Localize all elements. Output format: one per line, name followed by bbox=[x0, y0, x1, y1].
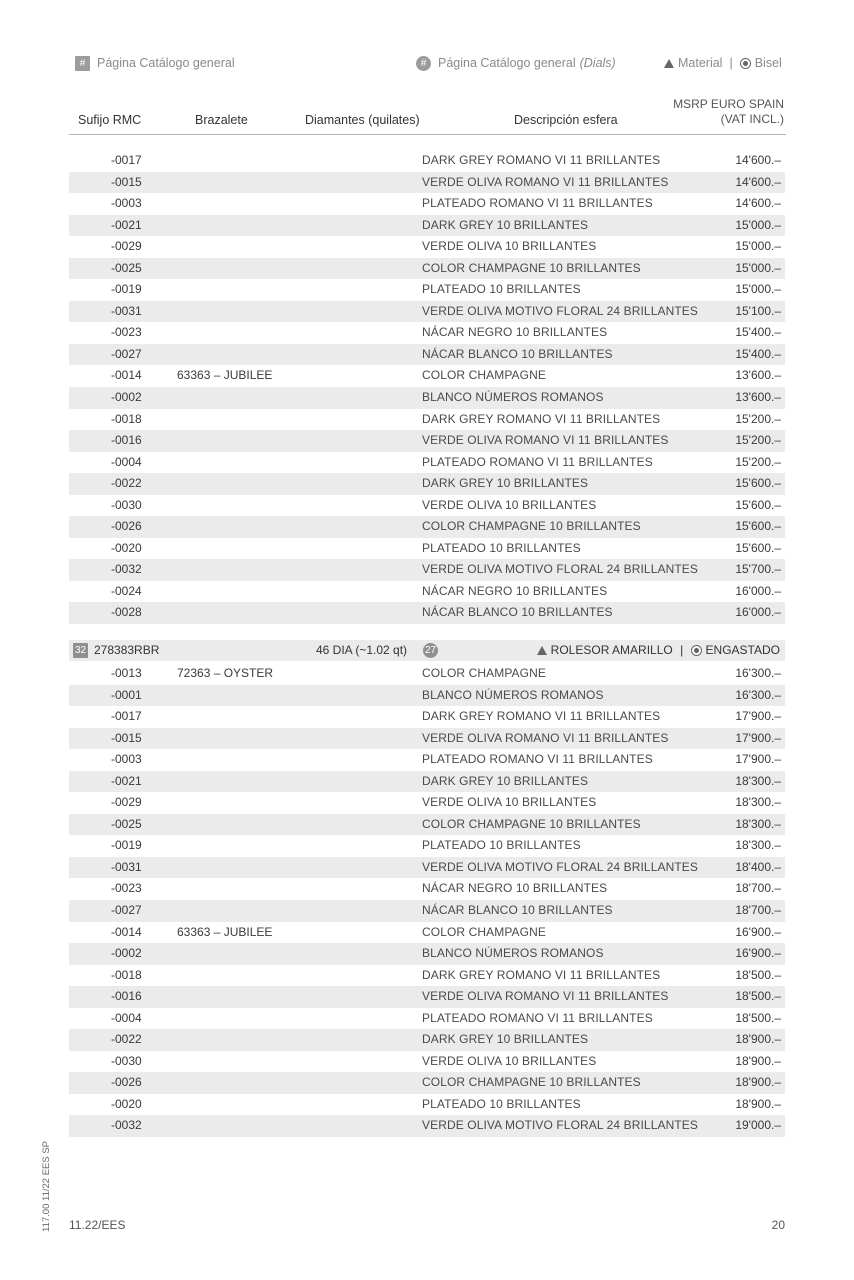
dials-page-label: Página Catálogo general bbox=[438, 56, 576, 70]
row-price: 15'600.– bbox=[735, 540, 781, 555]
model-reference: 278383RBR bbox=[94, 643, 160, 657]
row-price: 15'200.– bbox=[735, 433, 781, 448]
row-price: 18'900.– bbox=[735, 1053, 781, 1068]
header-bracelet: Brazalete bbox=[195, 113, 248, 127]
row-suffix: -0015 bbox=[111, 730, 142, 745]
row-suffix: -0032 bbox=[111, 1118, 142, 1133]
row-price: 18'300.– bbox=[735, 838, 781, 853]
legend-dials-page bbox=[416, 54, 616, 72]
row-dial-description: PLATEADO ROMANO VI 11 BRILLANTES bbox=[422, 1010, 653, 1025]
row-suffix: -0026 bbox=[111, 519, 142, 534]
row-dial-description: VERDE OLIVA MOTIVO FLORAL 24 BRILLANTES bbox=[422, 303, 698, 318]
row-dial-description: DARK GREY 10 BRILLANTES bbox=[422, 1032, 589, 1047]
row-suffix: -0021 bbox=[111, 217, 142, 232]
row-suffix: -0032 bbox=[111, 562, 142, 577]
row-price: 15'600.– bbox=[735, 476, 781, 491]
dials-page-suffix: (Dials) bbox=[579, 56, 616, 70]
dials-page-number-badge: 27 bbox=[424, 645, 437, 656]
row-price: 15'600.– bbox=[735, 497, 781, 512]
row-price: 15'000.– bbox=[735, 239, 781, 254]
row-dial-description: BLANCO NÚMEROS ROMANOS bbox=[422, 390, 604, 405]
row-suffix: -0023 bbox=[111, 881, 142, 896]
row-suffix: -0027 bbox=[111, 903, 142, 918]
row-price: 18'400.– bbox=[735, 859, 781, 874]
row-price: 15'100.– bbox=[735, 303, 781, 318]
material-label: Material bbox=[678, 56, 723, 70]
row-suffix: -0002 bbox=[111, 946, 142, 961]
row-dial-description: DARK GREY ROMANO VI 11 BRILLANTES bbox=[422, 709, 661, 724]
side-document-code: 117.00 11/22 EES SP bbox=[41, 1140, 52, 1232]
row-price: 16'300.– bbox=[735, 687, 781, 702]
row-price: 18'300.– bbox=[735, 773, 781, 788]
table-row bbox=[69, 1094, 785, 1116]
row-suffix: -0031 bbox=[111, 303, 142, 318]
legend-material-bezel bbox=[664, 54, 782, 72]
row-price: 18'900.– bbox=[735, 1075, 781, 1090]
table-row bbox=[69, 857, 785, 879]
row-suffix: -0017 bbox=[111, 709, 142, 724]
row-dial-description: PLATEADO ROMANO VI 11 BRILLANTES bbox=[422, 454, 653, 469]
table-row bbox=[69, 236, 785, 258]
row-suffix: -0002 bbox=[111, 390, 142, 405]
row-suffix: -0013 bbox=[111, 666, 142, 680]
table-row bbox=[69, 771, 785, 793]
row-price: 17'900.– bbox=[735, 709, 781, 724]
row-price: 18'500.– bbox=[735, 1010, 781, 1025]
row-bracelet: 63363 – JUBILEE bbox=[177, 368, 273, 383]
row-suffix: -0031 bbox=[111, 859, 142, 874]
table-row bbox=[69, 749, 785, 771]
row-suffix: -0029 bbox=[111, 239, 142, 254]
header-msrp-line2: (VAT INCL.) bbox=[720, 112, 784, 126]
row-suffix: -0003 bbox=[111, 196, 142, 211]
row-suffix: -0018 bbox=[111, 411, 142, 426]
bezel-circle-icon bbox=[740, 58, 751, 69]
row-dial-description: NÁCAR BLANCO 10 BRILLANTES bbox=[422, 605, 613, 620]
row-price: 14'600.– bbox=[735, 174, 781, 189]
row-dial-description: DARK GREY 10 BRILLANTES bbox=[422, 217, 589, 232]
row-dial-description: PLATEADO ROMANO VI 11 BRILLANTES bbox=[422, 752, 653, 767]
row-suffix: -0021 bbox=[111, 773, 142, 788]
row-suffix: -0001 bbox=[111, 687, 142, 702]
row-dial-description: DARK GREY 10 BRILLANTES bbox=[422, 476, 589, 491]
table-row bbox=[69, 495, 785, 517]
footer-edition: 11.22/EES bbox=[69, 1218, 126, 1232]
table-row bbox=[69, 965, 785, 987]
row-price: 15'000.– bbox=[735, 260, 781, 275]
row-price: 18'900.– bbox=[735, 1096, 781, 1111]
table-row bbox=[69, 365, 785, 387]
row-price: 17'900.– bbox=[735, 752, 781, 767]
footer-page-number: 20 bbox=[771, 1218, 785, 1232]
row-price: 14'600.– bbox=[735, 153, 781, 167]
catalog-page-number-badge: 32 bbox=[74, 645, 87, 656]
row-suffix: -0004 bbox=[111, 1010, 142, 1025]
row-dial-description: COLOR CHAMPAGNE 10 BRILLANTES bbox=[422, 816, 641, 831]
table-row bbox=[69, 538, 785, 560]
row-suffix: -0019 bbox=[111, 282, 142, 297]
table-header bbox=[69, 93, 786, 135]
table-row bbox=[69, 1115, 785, 1137]
row-dial-description: COLOR CHAMPAGNE 10 BRILLANTES bbox=[422, 1075, 641, 1090]
row-dial-description: COLOR CHAMPAGNE 10 BRILLANTES bbox=[422, 260, 641, 275]
row-dial-description: VERDE OLIVA 10 BRILLANTES bbox=[422, 795, 597, 810]
row-bracelet: 63363 – JUBILEE bbox=[177, 924, 273, 939]
row-price: 16'300.– bbox=[735, 666, 781, 680]
row-dial-description: NÁCAR NEGRO 10 BRILLANTES bbox=[422, 325, 608, 340]
row-suffix: -0022 bbox=[111, 476, 142, 491]
model-header-row bbox=[69, 640, 785, 661]
table-row bbox=[69, 473, 785, 495]
row-suffix: -0014 bbox=[111, 368, 142, 383]
table-row bbox=[69, 814, 785, 836]
row-suffix: -0029 bbox=[111, 795, 142, 810]
row-dial-description: COLOR CHAMPAGNE bbox=[422, 368, 546, 383]
row-price: 15'000.– bbox=[735, 282, 781, 297]
row-dial-description: PLATEADO 10 BRILLANTES bbox=[422, 540, 581, 555]
row-suffix: -0028 bbox=[111, 605, 142, 620]
row-dial-description: VERDE OLIVA ROMANO VI 11 BRILLANTES bbox=[422, 989, 669, 1004]
table-row bbox=[69, 452, 785, 474]
row-dial-description: PLATEADO 10 BRILLANTES bbox=[422, 1096, 581, 1111]
table-row bbox=[69, 728, 785, 750]
header-diamonds: Diamantes (quilates) bbox=[305, 113, 420, 127]
table-row bbox=[69, 387, 785, 409]
table-row bbox=[69, 943, 785, 965]
row-price: 15'200.– bbox=[735, 454, 781, 469]
row-dial-description: NÁCAR BLANCO 10 BRILLANTES bbox=[422, 903, 613, 918]
row-price: 13'600.– bbox=[735, 368, 781, 383]
table-row bbox=[69, 1008, 785, 1030]
row-dial-description: BLANCO NÚMEROS ROMANOS bbox=[422, 946, 604, 961]
material-triangle-icon bbox=[664, 59, 674, 68]
row-dial-description: VERDE OLIVA 10 BRILLANTES bbox=[422, 1053, 597, 1068]
row-suffix: -0018 bbox=[111, 967, 142, 982]
table-row bbox=[69, 1072, 785, 1094]
table-row bbox=[69, 900, 785, 922]
row-dial-description: VERDE OLIVA 10 BRILLANTES bbox=[422, 497, 597, 512]
table-row bbox=[69, 258, 785, 280]
table-row bbox=[69, 150, 785, 172]
row-dial-description: VERDE OLIVA ROMANO VI 11 BRILLANTES bbox=[422, 730, 669, 745]
row-suffix: -0015 bbox=[111, 174, 142, 189]
row-price: 13'600.– bbox=[735, 390, 781, 405]
row-dial-description: DARK GREY 10 BRILLANTES bbox=[422, 773, 589, 788]
dials-page-badge: # bbox=[416, 56, 431, 71]
row-price: 16'000.– bbox=[735, 583, 781, 598]
row-dial-description: COLOR CHAMPAGNE bbox=[422, 924, 546, 939]
model-material-bezel bbox=[537, 640, 780, 661]
bezel-circle-icon bbox=[691, 645, 702, 656]
row-suffix: -0025 bbox=[111, 816, 142, 831]
row-price: 18'700.– bbox=[735, 881, 781, 896]
row-suffix: -0020 bbox=[111, 1096, 142, 1111]
model-separator: | bbox=[680, 643, 684, 657]
header-dial-description: Descripción esfera bbox=[514, 113, 618, 127]
row-dial-description: VERDE OLIVA MOTIVO FLORAL 24 BRILLANTES bbox=[422, 859, 698, 874]
table-row bbox=[69, 409, 785, 431]
row-suffix: -0017 bbox=[111, 153, 142, 167]
row-dial-description: VERDE OLIVA 10 BRILLANTES bbox=[422, 239, 597, 254]
row-price: 15'000.– bbox=[735, 217, 781, 232]
model-bezel: ENGASTADO bbox=[705, 643, 780, 657]
row-price: 15'200.– bbox=[735, 411, 781, 426]
row-suffix: -0016 bbox=[111, 989, 142, 1004]
row-dial-description: DARK GREY ROMANO VI 11 BRILLANTES bbox=[422, 967, 661, 982]
table-row bbox=[69, 581, 785, 603]
row-price: 19'000.– bbox=[735, 1118, 781, 1133]
row-bracelet: 72363 – OYSTER bbox=[177, 666, 274, 680]
table-row bbox=[69, 878, 785, 900]
model-diamonds: 46 DIA (~1.02 qt) bbox=[316, 643, 408, 657]
row-dial-description: PLATEADO 10 BRILLANTES bbox=[422, 282, 581, 297]
table-row bbox=[69, 986, 785, 1008]
row-price: 14'600.– bbox=[735, 196, 781, 211]
row-price: 15'700.– bbox=[735, 562, 781, 577]
row-price: 18'300.– bbox=[735, 816, 781, 831]
row-dial-description: NÁCAR BLANCO 10 BRILLANTES bbox=[422, 346, 613, 361]
table-row bbox=[69, 559, 785, 581]
row-price: 18'500.– bbox=[735, 967, 781, 982]
price-table-section-1 bbox=[69, 150, 785, 624]
row-suffix: -0027 bbox=[111, 346, 142, 361]
table-row bbox=[69, 430, 785, 452]
table-row bbox=[69, 516, 785, 538]
row-price: 18'700.– bbox=[735, 903, 781, 918]
table-row bbox=[69, 279, 785, 301]
table-row bbox=[69, 322, 785, 344]
row-suffix: -0020 bbox=[111, 540, 142, 555]
row-price: 18'500.– bbox=[735, 989, 781, 1004]
price-table-section-2 bbox=[69, 663, 785, 1137]
row-suffix: -0030 bbox=[111, 497, 142, 512]
header-msrp bbox=[673, 97, 784, 127]
row-suffix: -0030 bbox=[111, 1053, 142, 1068]
header-suffix: Sufijo RMC bbox=[78, 113, 142, 127]
row-price: 15'400.– bbox=[735, 346, 781, 361]
row-dial-description: PLATEADO 10 BRILLANTES bbox=[422, 838, 581, 853]
row-dial-description: COLOR CHAMPAGNE 10 BRILLANTES bbox=[422, 519, 641, 534]
row-price: 18'300.– bbox=[735, 795, 781, 810]
row-price: 15'400.– bbox=[735, 325, 781, 340]
row-suffix: -0022 bbox=[111, 1032, 142, 1047]
row-suffix: -0024 bbox=[111, 583, 142, 598]
catalog-page-label: Página Catálogo general bbox=[97, 56, 235, 70]
material-triangle-icon bbox=[537, 646, 547, 655]
table-row bbox=[69, 172, 785, 194]
row-dial-description: NÁCAR NEGRO 10 BRILLANTES bbox=[422, 583, 608, 598]
row-dial-description: DARK GREY ROMANO VI 11 BRILLANTES bbox=[422, 153, 661, 167]
table-row bbox=[69, 301, 785, 323]
table-row bbox=[69, 706, 785, 728]
table-row bbox=[69, 215, 785, 237]
header-msrp-line1: MSRP EURO SPAIN bbox=[673, 97, 784, 111]
table-row bbox=[69, 792, 785, 814]
table-row bbox=[69, 602, 785, 624]
row-dial-description: BLANCO NÚMEROS ROMANOS bbox=[422, 687, 604, 702]
row-dial-description: VERDE OLIVA MOTIVO FLORAL 24 BRILLANTES bbox=[422, 1118, 698, 1133]
catalog-page-badge: # bbox=[75, 56, 90, 71]
row-suffix: -0014 bbox=[111, 924, 142, 939]
row-dial-description: NÁCAR NEGRO 10 BRILLANTES bbox=[422, 881, 608, 896]
table-row bbox=[69, 193, 785, 215]
row-dial-description: DARK GREY ROMANO VI 11 BRILLANTES bbox=[422, 411, 661, 426]
row-price: 16'000.– bbox=[735, 605, 781, 620]
row-price: 15'600.– bbox=[735, 519, 781, 534]
model-material: ROLESOR AMARILLO bbox=[550, 643, 673, 657]
row-dial-description: PLATEADO ROMANO VI 11 BRILLANTES bbox=[422, 196, 653, 211]
legend-separator: | bbox=[729, 56, 733, 70]
legend-catalog-page bbox=[75, 54, 235, 72]
row-price: 16'900.– bbox=[735, 946, 781, 961]
row-suffix: -0019 bbox=[111, 838, 142, 853]
row-price: 18'900.– bbox=[735, 1032, 781, 1047]
table-row bbox=[69, 685, 785, 707]
table-row bbox=[69, 922, 785, 944]
row-suffix: -0023 bbox=[111, 325, 142, 340]
row-suffix: -0004 bbox=[111, 454, 142, 469]
row-dial-description: VERDE OLIVA ROMANO VI 11 BRILLANTES bbox=[422, 174, 669, 189]
row-suffix: -0026 bbox=[111, 1075, 142, 1090]
table-row bbox=[69, 663, 785, 685]
row-dial-description: VERDE OLIVA ROMANO VI 11 BRILLANTES bbox=[422, 433, 669, 448]
row-price: 17'900.– bbox=[735, 730, 781, 745]
table-row bbox=[69, 1051, 785, 1073]
bezel-label: Bisel bbox=[754, 56, 782, 70]
row-suffix: -0003 bbox=[111, 752, 142, 767]
row-dial-description: COLOR CHAMPAGNE bbox=[422, 666, 546, 680]
table-row bbox=[69, 835, 785, 857]
table-row bbox=[69, 1029, 785, 1051]
row-suffix: -0025 bbox=[111, 260, 142, 275]
table-row bbox=[69, 344, 785, 366]
row-price: 16'900.– bbox=[735, 924, 781, 939]
row-dial-description: VERDE OLIVA MOTIVO FLORAL 24 BRILLANTES bbox=[422, 562, 698, 577]
row-suffix: -0016 bbox=[111, 433, 142, 448]
